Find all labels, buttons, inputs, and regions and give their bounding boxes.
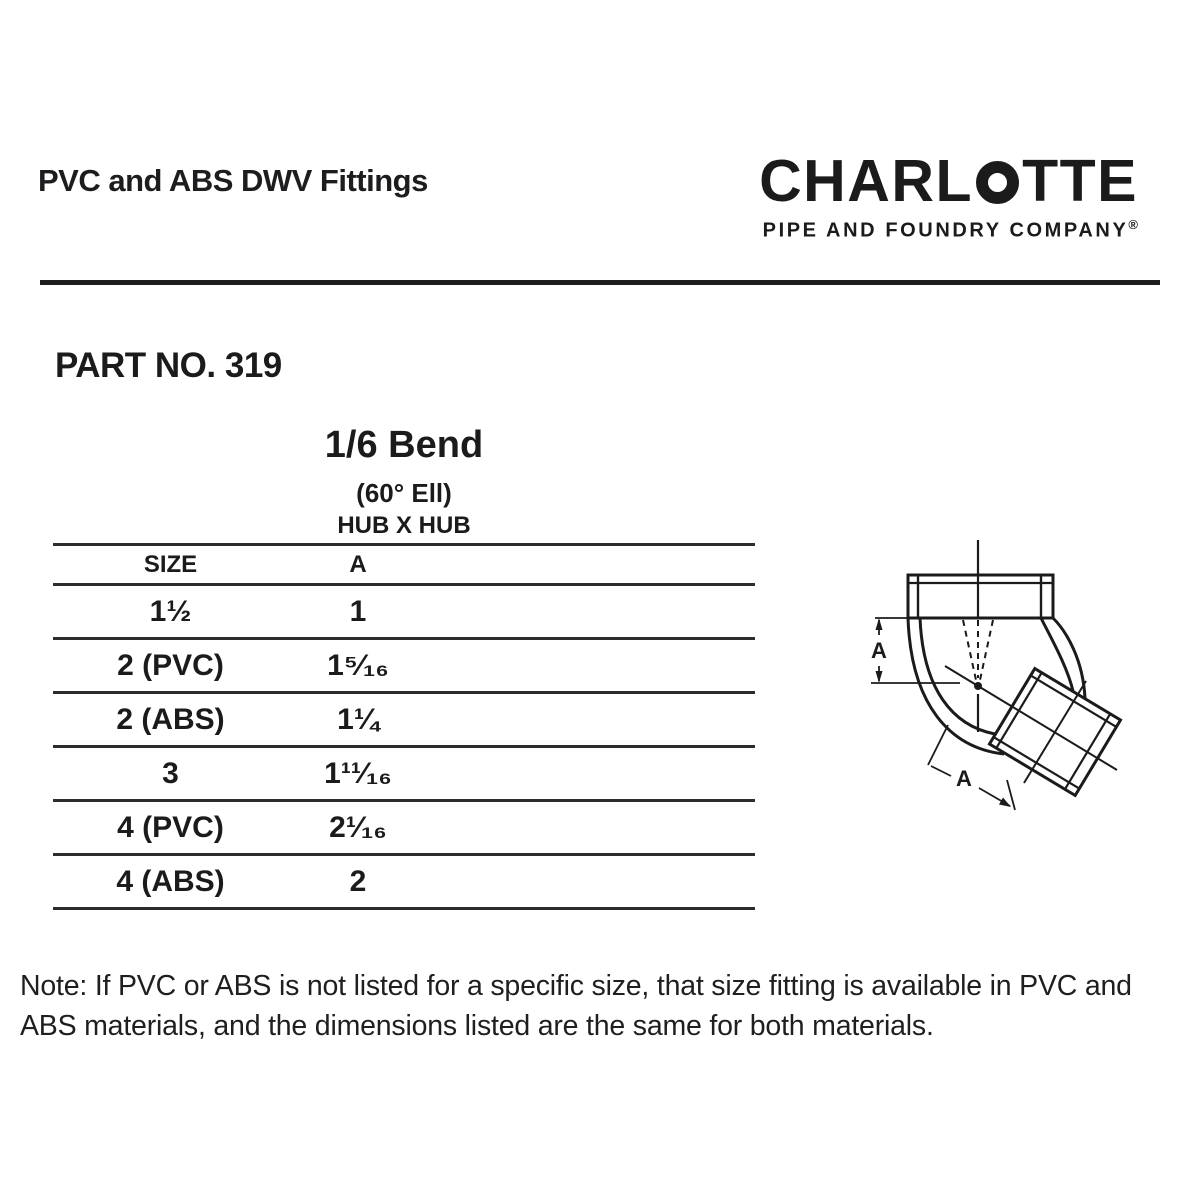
column-header-size: SIZE [143,550,198,578]
dimension-a-cell: 1¹¹⁄₁₆ [324,756,392,790]
dim2-arrow [999,798,1011,808]
dimension-a-cell: 2¹⁄₁₆ [329,810,387,844]
logo-text-pre: CHARL [759,148,974,214]
hidden-edge-right [980,620,993,680]
table-row [53,694,755,748]
product-subtitle: (60° Ell) [356,478,452,508]
table-row [53,748,755,802]
logo-subtitle [759,217,1138,243]
table-row [53,586,755,640]
logo-text-post: TTE [1022,148,1138,214]
company-logo [759,148,1138,243]
logo-o-icon [976,161,1019,204]
body-right-inner-wall [1041,618,1073,691]
dim-arrow-up [876,618,883,630]
note-text: Note: If PVC or ABS is not listed for a specific size, that size fitting is available in PVC and ABS materials, and the dimensions listed are the same for both materials. [20,970,1132,1043]
product-title-block [53,424,755,540]
dimension-a-cell: 1⁵⁄₁₆ [327,648,389,682]
body-right-outer-wall [1053,618,1085,698]
dim-label-bottom: A [956,766,972,791]
product-title: 1/6 Bend [324,424,484,466]
dimensions-table [53,543,755,910]
table-row [53,640,755,694]
dim-arrow-down [876,671,883,683]
size-cell: 2 (PVC) [117,648,224,682]
top-hub [908,575,1053,618]
table-body [53,586,755,910]
fitting-drawing [845,520,1165,840]
size-cell: 3 [162,756,179,790]
dimension-a-cell: 2 [349,864,367,898]
page-title: PVC and ABS DWV Fittings [38,163,428,198]
dimension-a-cell: 1 [349,594,367,628]
logo-wordmark [759,148,1138,214]
size-cell: 4 (ABS) [116,864,225,898]
table-row [53,802,755,856]
size-cell: 2 (ABS) [116,702,225,736]
dim-label-side: A [871,638,887,663]
dim2-line-start [931,766,951,776]
table-header-row [53,546,755,586]
logo-subtitle-text: PIPE AND FOUNDRY COMPANY [762,219,1129,242]
part-number-heading: PART NO. 319 [55,346,282,385]
size-cell: 4 (PVC) [117,810,224,844]
header-divider [40,280,1160,285]
center-point [974,682,982,690]
size-cell: 1½ [149,594,192,628]
registered-mark: ® [1128,217,1138,232]
body-inner-wall [920,618,995,734]
table-row [53,856,755,910]
dimension-a-cell: 1¼ [337,702,379,736]
dim2-ext-start [928,725,948,765]
hidden-edge-left [963,620,976,680]
column-header-a: A [349,550,367,578]
branch-axis-centerline [945,666,1117,770]
product-connection: HUB X HUB [337,512,471,539]
